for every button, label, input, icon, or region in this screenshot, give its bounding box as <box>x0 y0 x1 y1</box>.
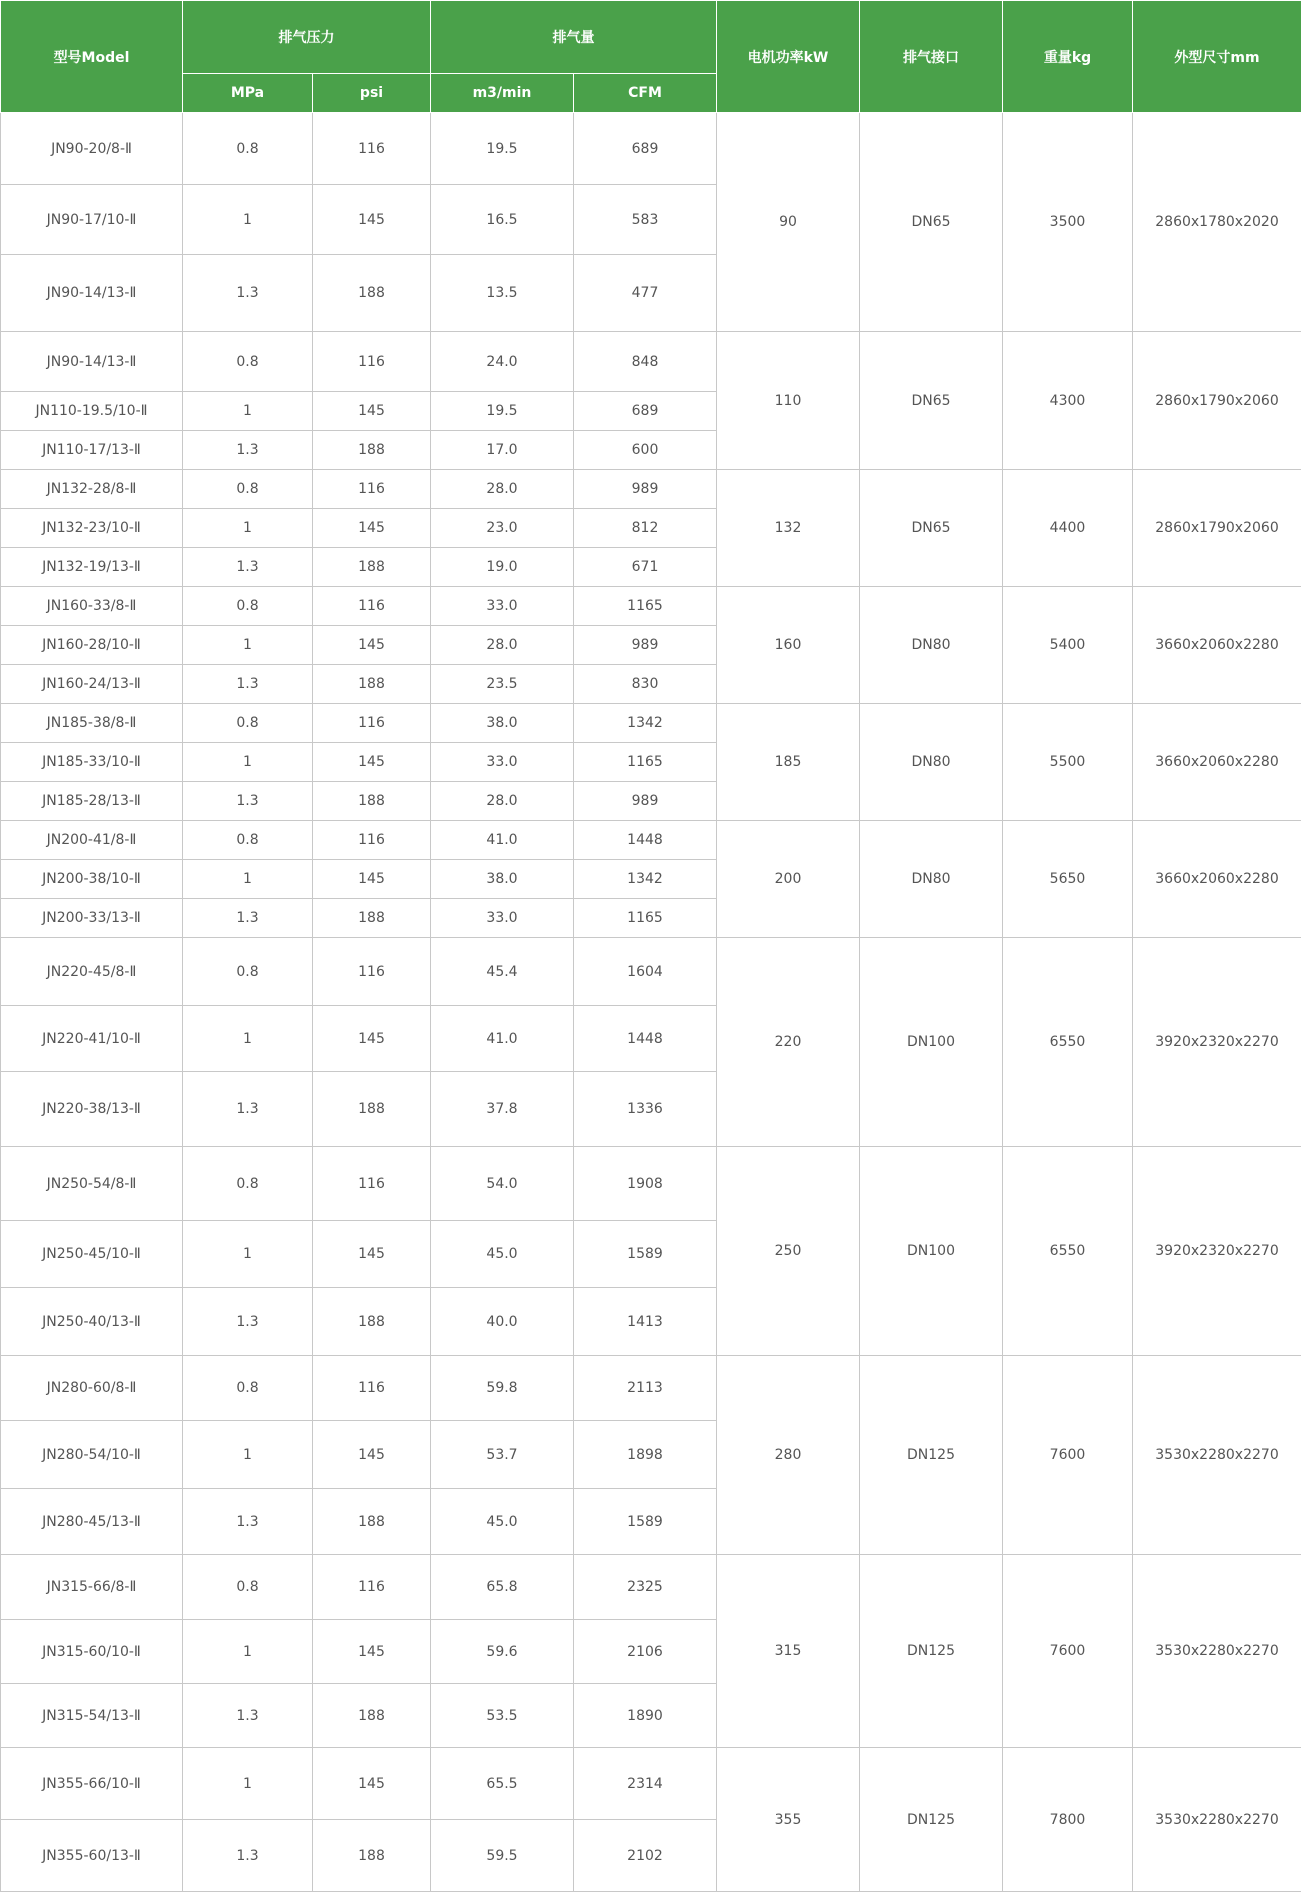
cell-model: JN315-66/8-Ⅱ <box>1 1555 183 1620</box>
cell-model: JN220-41/10-Ⅱ <box>1 1006 183 1072</box>
cell-pressure-psi: 188 <box>313 1072 431 1147</box>
table-body <box>1 113 1301 1892</box>
cell-pressure-mpa: 1 <box>183 1221 313 1288</box>
cell-pressure-psi: 145 <box>313 1748 431 1820</box>
cell-outlet: DN125 <box>860 1748 1003 1892</box>
cell-dims: 3530x2280x2270 <box>1133 1748 1301 1892</box>
cell-pressure-mpa: 0.8 <box>183 1356 313 1421</box>
cell-flow-cfm: 600 <box>574 431 717 470</box>
cell-model: JN315-54/13-Ⅱ <box>1 1684 183 1748</box>
cell-weight: 5400 <box>1003 587 1133 704</box>
cell-power: 132 <box>717 470 860 587</box>
cell-flow-cfm: 1448 <box>574 1006 717 1072</box>
cell-model: JN90-14/13-Ⅱ <box>1 255 183 332</box>
cell-pressure-psi: 116 <box>313 821 431 860</box>
cell-flow-m3: 23.0 <box>431 509 574 548</box>
cell-pressure-psi: 188 <box>313 255 431 332</box>
cell-model: JN185-33/10-Ⅱ <box>1 743 183 782</box>
cell-pressure-mpa: 0.8 <box>183 332 313 392</box>
cell-pressure-psi: 116 <box>313 470 431 509</box>
cell-model: JN160-28/10-Ⅱ <box>1 626 183 665</box>
cell-model: JN110-17/13-Ⅱ <box>1 431 183 470</box>
table-row <box>1 1555 1301 1620</box>
cell-model: JN220-45/8-Ⅱ <box>1 938 183 1006</box>
cell-model: JN90-20/8-Ⅱ <box>1 113 183 185</box>
cell-pressure-mpa: 1.3 <box>183 1684 313 1748</box>
cell-power: 280 <box>717 1356 860 1555</box>
cell-flow-cfm: 671 <box>574 548 717 587</box>
cell-model: JN250-45/10-Ⅱ <box>1 1221 183 1288</box>
cell-flow-cfm: 1890 <box>574 1684 717 1748</box>
cell-model: JN280-45/13-Ⅱ <box>1 1489 183 1555</box>
header-outlet: 排气接口 <box>860 1 1003 113</box>
cell-model: JN200-33/13-Ⅱ <box>1 899 183 938</box>
cell-pressure-mpa: 1.3 <box>183 899 313 938</box>
cell-pressure-psi: 188 <box>313 1684 431 1748</box>
cell-pressure-mpa: 1.3 <box>183 1288 313 1356</box>
cell-pressure-mpa: 1 <box>183 1421 313 1489</box>
cell-pressure-mpa: 1 <box>183 185 313 255</box>
cell-flow-m3: 33.0 <box>431 587 574 626</box>
cell-flow-cfm: 1342 <box>574 704 717 743</box>
cell-outlet: DN80 <box>860 704 1003 821</box>
cell-pressure-mpa: 1.3 <box>183 1820 313 1892</box>
cell-model: JN200-38/10-Ⅱ <box>1 860 183 899</box>
cell-flow-cfm: 1342 <box>574 860 717 899</box>
cell-weight: 5500 <box>1003 704 1133 821</box>
cell-flow-m3: 19.5 <box>431 392 574 431</box>
cell-pressure-psi: 145 <box>313 392 431 431</box>
cell-pressure-mpa: 0.8 <box>183 1147 313 1221</box>
cell-pressure-psi: 116 <box>313 1356 431 1421</box>
cell-model: JN220-38/13-Ⅱ <box>1 1072 183 1147</box>
cell-weight: 7800 <box>1003 1748 1133 1892</box>
cell-model: JN160-24/13-Ⅱ <box>1 665 183 704</box>
cell-model: JN110-19.5/10-Ⅱ <box>1 392 183 431</box>
cell-flow-cfm: 989 <box>574 470 717 509</box>
cell-dims: 3660x2060x2280 <box>1133 821 1301 938</box>
table-header <box>1 1 1301 113</box>
cell-pressure-psi: 116 <box>313 1147 431 1221</box>
cell-flow-m3: 38.0 <box>431 704 574 743</box>
cell-flow-cfm: 1336 <box>574 1072 717 1147</box>
table-row <box>1 1356 1301 1421</box>
cell-pressure-psi: 145 <box>313 509 431 548</box>
cell-pressure-mpa: 1 <box>183 509 313 548</box>
cell-outlet: DN80 <box>860 821 1003 938</box>
cell-flow-m3: 37.8 <box>431 1072 574 1147</box>
cell-flow-m3: 59.6 <box>431 1620 574 1684</box>
cell-flow-m3: 53.7 <box>431 1421 574 1489</box>
header-weight: 重量kg <box>1003 1 1133 113</box>
cell-flow-m3: 19.5 <box>431 113 574 185</box>
cell-outlet: DN125 <box>860 1356 1003 1555</box>
cell-flow-m3: 40.0 <box>431 1288 574 1356</box>
cell-flow-cfm: 1165 <box>574 587 717 626</box>
cell-pressure-psi: 116 <box>313 113 431 185</box>
cell-flow-m3: 17.0 <box>431 431 574 470</box>
cell-pressure-psi: 188 <box>313 1288 431 1356</box>
cell-pressure-psi: 145 <box>313 1620 431 1684</box>
cell-pressure-mpa: 0.8 <box>183 470 313 509</box>
cell-pressure-psi: 188 <box>313 431 431 470</box>
header-power: 电机功率kW <box>717 1 860 113</box>
cell-pressure-mpa: 1.3 <box>183 431 313 470</box>
cell-dims: 3920x2320x2270 <box>1133 938 1301 1147</box>
cell-flow-cfm: 830 <box>574 665 717 704</box>
cell-pressure-psi: 145 <box>313 1006 431 1072</box>
cell-pressure-psi: 116 <box>313 938 431 1006</box>
cell-pressure-psi: 145 <box>313 860 431 899</box>
cell-pressure-mpa: 1 <box>183 1620 313 1684</box>
cell-flow-m3: 59.8 <box>431 1356 574 1421</box>
table-row <box>1 332 1301 392</box>
cell-flow-cfm: 689 <box>574 392 717 431</box>
cell-flow-cfm: 812 <box>574 509 717 548</box>
cell-flow-m3: 54.0 <box>431 1147 574 1221</box>
cell-outlet: DN65 <box>860 113 1003 332</box>
cell-pressure-mpa: 1.3 <box>183 1489 313 1555</box>
cell-pressure-mpa: 1 <box>183 1748 313 1820</box>
cell-dims: 3530x2280x2270 <box>1133 1555 1301 1748</box>
cell-dims: 3530x2280x2270 <box>1133 1356 1301 1555</box>
cell-pressure-psi: 145 <box>313 626 431 665</box>
cell-weight: 4400 <box>1003 470 1133 587</box>
cell-weight: 3500 <box>1003 113 1133 332</box>
cell-flow-m3: 45.4 <box>431 938 574 1006</box>
cell-model: JN90-14/13-Ⅱ <box>1 332 183 392</box>
table-row <box>1 821 1301 860</box>
cell-pressure-psi: 188 <box>313 1820 431 1892</box>
table-row <box>1 1147 1301 1221</box>
cell-model: JN315-60/10-Ⅱ <box>1 1620 183 1684</box>
cell-dims: 3660x2060x2280 <box>1133 587 1301 704</box>
cell-weight: 7600 <box>1003 1555 1133 1748</box>
cell-pressure-psi: 116 <box>313 704 431 743</box>
cell-flow-m3: 41.0 <box>431 1006 574 1072</box>
header-pressure-mpa: MPa <box>183 74 313 113</box>
cell-model: JN250-40/13-Ⅱ <box>1 1288 183 1356</box>
cell-flow-cfm: 1165 <box>574 899 717 938</box>
cell-flow-cfm: 1413 <box>574 1288 717 1356</box>
cell-pressure-mpa: 0.8 <box>183 113 313 185</box>
cell-weight: 7600 <box>1003 1356 1133 1555</box>
cell-pressure-psi: 145 <box>313 1221 431 1288</box>
cell-model: JN355-60/13-Ⅱ <box>1 1820 183 1892</box>
cell-model: JN355-66/10-Ⅱ <box>1 1748 183 1820</box>
cell-flow-cfm: 477 <box>574 255 717 332</box>
cell-flow-m3: 28.0 <box>431 626 574 665</box>
cell-flow-m3: 38.0 <box>431 860 574 899</box>
cell-flow-cfm: 1165 <box>574 743 717 782</box>
cell-flow-cfm: 2106 <box>574 1620 717 1684</box>
cell-flow-cfm: 2314 <box>574 1748 717 1820</box>
header-model: 型号Model <box>1 1 183 113</box>
cell-pressure-mpa: 1 <box>183 860 313 899</box>
cell-model: JN185-38/8-Ⅱ <box>1 704 183 743</box>
cell-pressure-psi: 145 <box>313 1421 431 1489</box>
cell-power: 110 <box>717 332 860 470</box>
cell-model: JN132-19/13-Ⅱ <box>1 548 183 587</box>
cell-flow-m3: 19.0 <box>431 548 574 587</box>
header-pressure-psi: psi <box>313 74 431 113</box>
cell-flow-cfm: 1448 <box>574 821 717 860</box>
cell-flow-m3: 41.0 <box>431 821 574 860</box>
cell-pressure-psi: 116 <box>313 587 431 626</box>
cell-power: 185 <box>717 704 860 821</box>
cell-outlet: DN80 <box>860 587 1003 704</box>
table-row <box>1 470 1301 509</box>
cell-model: JN250-54/8-Ⅱ <box>1 1147 183 1221</box>
cell-outlet: DN65 <box>860 332 1003 470</box>
cell-flow-m3: 16.5 <box>431 185 574 255</box>
cell-model: JN90-17/10-Ⅱ <box>1 185 183 255</box>
cell-weight: 6550 <box>1003 938 1133 1147</box>
cell-power: 220 <box>717 938 860 1147</box>
cell-model: JN185-28/13-Ⅱ <box>1 782 183 821</box>
cell-dims: 2860x1790x2060 <box>1133 332 1301 470</box>
cell-outlet: DN125 <box>860 1555 1003 1748</box>
cell-flow-m3: 24.0 <box>431 332 574 392</box>
cell-pressure-psi: 188 <box>313 1489 431 1555</box>
cell-pressure-mpa: 1.3 <box>183 255 313 332</box>
cell-flow-cfm: 2102 <box>574 1820 717 1892</box>
cell-weight: 6550 <box>1003 1147 1133 1356</box>
cell-model: JN132-23/10-Ⅱ <box>1 509 183 548</box>
cell-power: 160 <box>717 587 860 704</box>
cell-pressure-mpa: 0.8 <box>183 587 313 626</box>
cell-pressure-mpa: 0.8 <box>183 938 313 1006</box>
cell-pressure-mpa: 1 <box>183 743 313 782</box>
cell-pressure-mpa: 1.3 <box>183 782 313 821</box>
cell-flow-cfm: 848 <box>574 332 717 392</box>
cell-outlet: DN65 <box>860 470 1003 587</box>
cell-power: 315 <box>717 1555 860 1748</box>
cell-pressure-psi: 145 <box>313 743 431 782</box>
cell-pressure-mpa: 1.3 <box>183 1072 313 1147</box>
header-pressure: 排气压力 <box>183 1 431 74</box>
cell-flow-cfm: 1898 <box>574 1421 717 1489</box>
cell-power: 200 <box>717 821 860 938</box>
cell-flow-cfm: 1908 <box>574 1147 717 1221</box>
cell-dims: 3920x2320x2270 <box>1133 1147 1301 1356</box>
cell-dims: 3660x2060x2280 <box>1133 704 1301 821</box>
cell-pressure-psi: 145 <box>313 185 431 255</box>
cell-dims: 2860x1790x2060 <box>1133 470 1301 587</box>
cell-model: JN132-28/8-Ⅱ <box>1 470 183 509</box>
table-row <box>1 704 1301 743</box>
cell-pressure-psi: 116 <box>313 1555 431 1620</box>
header-flow-m3: m3/min <box>431 74 574 113</box>
cell-model: JN280-60/8-Ⅱ <box>1 1356 183 1421</box>
cell-flow-cfm: 989 <box>574 626 717 665</box>
table-row <box>1 1748 1301 1820</box>
cell-flow-cfm: 1589 <box>574 1221 717 1288</box>
cell-flow-cfm: 2325 <box>574 1555 717 1620</box>
cell-pressure-mpa: 1.3 <box>183 548 313 587</box>
cell-flow-cfm: 1604 <box>574 938 717 1006</box>
cell-flow-m3: 28.0 <box>431 470 574 509</box>
cell-power: 355 <box>717 1748 860 1892</box>
cell-flow-cfm: 2113 <box>574 1356 717 1421</box>
cell-flow-m3: 53.5 <box>431 1684 574 1748</box>
cell-model: JN160-33/8-Ⅱ <box>1 587 183 626</box>
cell-pressure-mpa: 0.8 <box>183 704 313 743</box>
cell-outlet: DN100 <box>860 1147 1003 1356</box>
cell-flow-m3: 33.0 <box>431 743 574 782</box>
cell-pressure-psi: 188 <box>313 548 431 587</box>
cell-flow-m3: 13.5 <box>431 255 574 332</box>
cell-flow-cfm: 1589 <box>574 1489 717 1555</box>
cell-flow-m3: 45.0 <box>431 1221 574 1288</box>
cell-power: 90 <box>717 113 860 332</box>
cell-flow-m3: 65.5 <box>431 1748 574 1820</box>
cell-flow-cfm: 689 <box>574 113 717 185</box>
header-flow: 排气量 <box>431 1 717 74</box>
cell-flow-m3: 59.5 <box>431 1820 574 1892</box>
cell-outlet: DN100 <box>860 938 1003 1147</box>
cell-weight: 5650 <box>1003 821 1133 938</box>
cell-flow-cfm: 989 <box>574 782 717 821</box>
cell-flow-m3: 23.5 <box>431 665 574 704</box>
table-row <box>1 113 1301 185</box>
header-dims: 外型尺寸mm <box>1133 1 1301 113</box>
cell-power: 250 <box>717 1147 860 1356</box>
cell-pressure-psi: 188 <box>313 782 431 821</box>
table-row <box>1 587 1301 626</box>
cell-pressure-mpa: 1 <box>183 1006 313 1072</box>
cell-flow-m3: 33.0 <box>431 899 574 938</box>
cell-pressure-mpa: 0.8 <box>183 1555 313 1620</box>
cell-pressure-mpa: 1 <box>183 392 313 431</box>
header-flow-cfm: CFM <box>574 74 717 113</box>
cell-flow-m3: 65.8 <box>431 1555 574 1620</box>
cell-flow-cfm: 583 <box>574 185 717 255</box>
cell-pressure-psi: 116 <box>313 332 431 392</box>
cell-dims: 2860x1780x2020 <box>1133 113 1301 332</box>
cell-flow-m3: 28.0 <box>431 782 574 821</box>
cell-model: JN280-54/10-Ⅱ <box>1 1421 183 1489</box>
cell-model: JN200-41/8-Ⅱ <box>1 821 183 860</box>
cell-pressure-psi: 188 <box>313 899 431 938</box>
table-row <box>1 938 1301 1006</box>
cell-flow-m3: 45.0 <box>431 1489 574 1555</box>
cell-pressure-mpa: 0.8 <box>183 821 313 860</box>
cell-pressure-mpa: 1 <box>183 626 313 665</box>
cell-pressure-mpa: 1.3 <box>183 665 313 704</box>
cell-pressure-psi: 188 <box>313 665 431 704</box>
cell-weight: 4300 <box>1003 332 1133 470</box>
